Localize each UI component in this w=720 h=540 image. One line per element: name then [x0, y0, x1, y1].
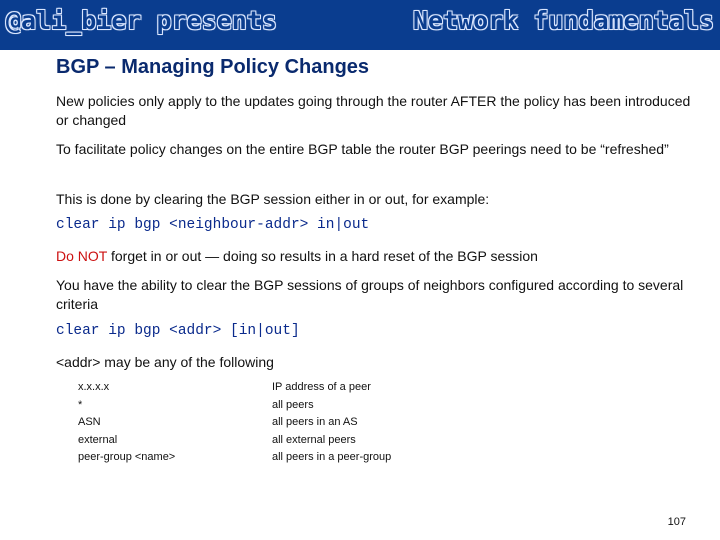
addr-desc: IP address of a peer [272, 381, 371, 393]
paragraph-clearing: This is done by clearing the BGP session either in or out, for example: [56, 191, 490, 207]
addr-desc: all peers in a peer-group [272, 451, 392, 463]
code-clear-addr: clear ip bgp <addr> [in|out] [56, 323, 300, 339]
warning-emphasis: Do NOT [56, 248, 108, 264]
addr-desc: all external peers [272, 433, 356, 446]
addr-desc: all peers in an AS [272, 416, 358, 428]
code-clear-neighbour: clear ip bgp <neighbour-addr> in|out [56, 217, 370, 233]
warning-text: forget in or out — doing so results in a hard reset of the BGP session [107, 248, 538, 264]
paragraph-groups: You have the ability to clear the BGP sessions of groups of neighbors configured according to several criteria [56, 277, 684, 312]
paragraph-refresh: To facilitate policy changes on the entire BGP table the router BGP peerings need to be “refreshed” [56, 141, 669, 157]
addr-key: * [78, 398, 83, 411]
addr-key: peer-group <name> [78, 451, 176, 463]
slide-title: BGP – Managing Policy Changes [56, 56, 370, 78]
addr-keys-column [78, 379, 175, 467]
presenter-tag: @ali_bier presents [6, 6, 277, 35]
addr-descriptions-column [272, 379, 391, 467]
addr-key: x.x.x.x [78, 381, 110, 393]
paragraph-addr-options: <addr> may be any of the following [56, 354, 274, 370]
header-banner [0, 0, 720, 50]
course-topic: Network fundamentals [412, 6, 714, 35]
addr-key: ASN [78, 416, 101, 428]
paragraph-new-policies: New policies only apply to the updates going through the router AFTER the policy has been introduced or changed [56, 93, 691, 128]
paragraph-warning [56, 247, 696, 266]
addr-desc: all peers [272, 398, 314, 411]
addr-key: external [78, 433, 118, 446]
page-number: 107 [667, 516, 686, 528]
